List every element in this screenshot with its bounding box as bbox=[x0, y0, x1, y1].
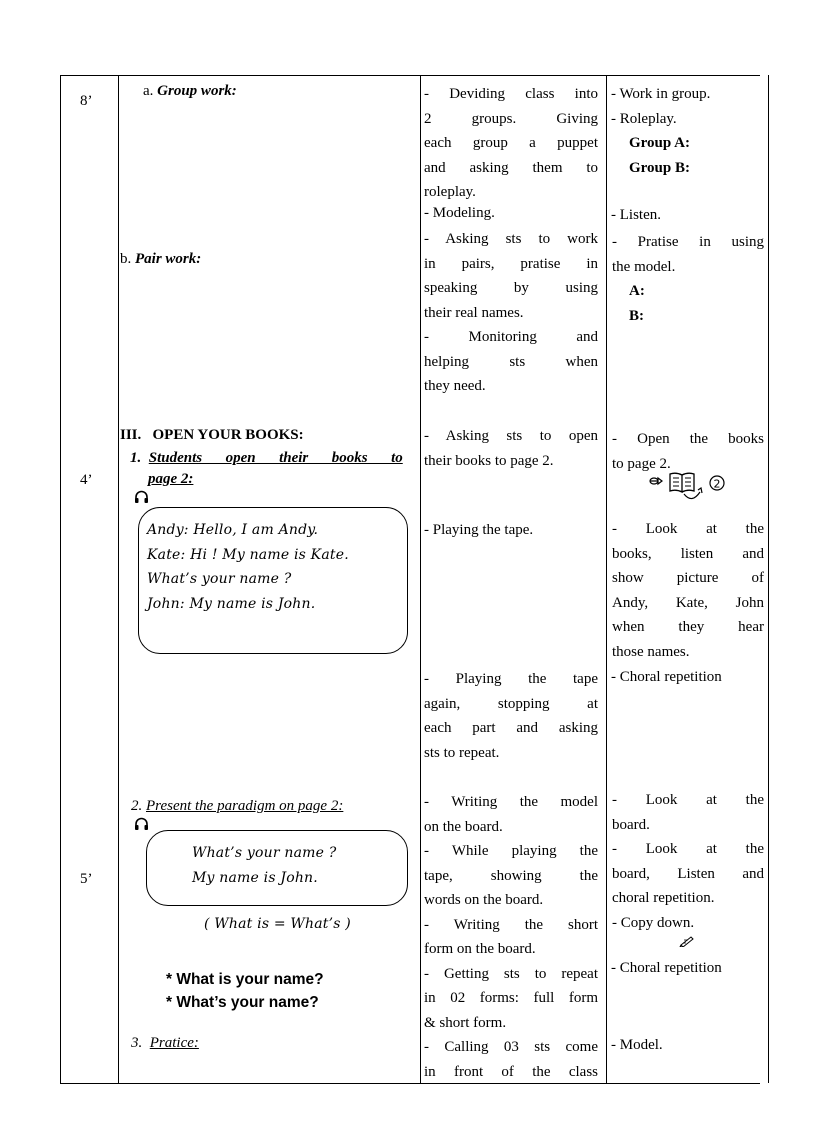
students-open-books: - Open the books to page 2. bbox=[612, 431, 764, 472]
table-border-time bbox=[118, 75, 119, 1083]
time-4: 4’ bbox=[80, 472, 93, 488]
pencil-icon bbox=[679, 935, 695, 947]
headphones-icon bbox=[134, 817, 149, 831]
students-look-board: - Look at the board. - Look at the board, Listen and choral repetition. - Copy down. bbox=[612, 792, 764, 931]
dialogue-lines bbox=[147, 518, 349, 616]
teacher-pair-work: - Asking sts to work in pairs, pratise in speaking by using their real names. - Monitoring and helping sts when they need. bbox=[424, 231, 598, 394]
time-5: 5’ bbox=[80, 871, 93, 887]
step-1-cont: page 2: bbox=[148, 471, 194, 487]
dialogue-line: John: My name is John. bbox=[147, 595, 316, 612]
students-choral-2: - Choral repetition bbox=[611, 960, 722, 976]
teacher-open-books: - Asking sts to open their books to page 2. bbox=[424, 428, 598, 469]
table-border-left bbox=[60, 75, 61, 1083]
short-form-note: ( What is = What’s ) bbox=[204, 916, 351, 932]
open-book-icon bbox=[648, 470, 744, 504]
paradigm-lines bbox=[192, 841, 336, 890]
students-listen: - Listen. bbox=[611, 207, 661, 223]
dialogue-line: Kate: Hi ! My name is Kate. bbox=[147, 546, 349, 563]
svg-text:2: 2 bbox=[713, 477, 721, 491]
form-full: * What is your name? bbox=[166, 971, 324, 988]
teacher-play-again: - Playing the tape again, stopping at each part and asking sts to repeat. bbox=[424, 671, 598, 761]
form-short: * What’s your name? bbox=[166, 994, 319, 1011]
students-group-work: - Work in group. - Roleplay. Group A: Group B: bbox=[611, 86, 711, 176]
time-8: 8’ bbox=[80, 93, 93, 109]
table-border-content bbox=[420, 75, 421, 1083]
teacher-play-tape: - Playing the tape. bbox=[424, 522, 534, 538]
table-top-border bbox=[60, 75, 760, 76]
paradigm-line: My name is John. bbox=[192, 869, 318, 886]
step-b: b. Pair work: bbox=[120, 251, 202, 267]
table-border-right bbox=[768, 75, 769, 1083]
forms bbox=[166, 968, 324, 1014]
headphones-icon bbox=[134, 490, 149, 504]
table-bottom-border bbox=[60, 1083, 760, 1084]
dialogue-line: Andy: Hello, I am Andy. bbox=[147, 522, 319, 538]
students-look-books: - Look at the books, listen and show picture of Andy, Kate, John when they hear those names. bbox=[612, 521, 764, 660]
table-border-teacher bbox=[606, 75, 607, 1083]
step-3: 3. Pratice: bbox=[131, 1035, 199, 1051]
step-1: 1. Students open their books to bbox=[130, 450, 403, 466]
dialogue-line: What’s your name ? bbox=[147, 571, 292, 587]
paradigm-line: What’s your name ? bbox=[192, 845, 337, 861]
step-2: 2. Present the paradigm on page 2: bbox=[131, 798, 344, 814]
teacher-write-model: - Writing the model on the board. - While playing the tape, showing the words on the board. - Writing the short form on the board. - Getting sts to repeat in 02 forms: full form & short form. - Calling 03 sts come in front of the class bbox=[424, 794, 598, 1080]
students-model: - Model. bbox=[611, 1037, 663, 1053]
teacher-modeling: - Modeling. bbox=[424, 205, 495, 221]
step-a: a. Group work: bbox=[143, 83, 237, 99]
teacher-group-work: - Deviding class into 2 groups. Giving each group a puppet and asking them to roleplay. bbox=[424, 86, 598, 200]
students-pratise: - Pratise in using the model. A: B: bbox=[612, 234, 764, 324]
students-choral-1: - Choral repetition bbox=[611, 669, 722, 685]
section-heading: III. OPEN YOUR BOOKS: bbox=[120, 427, 304, 443]
